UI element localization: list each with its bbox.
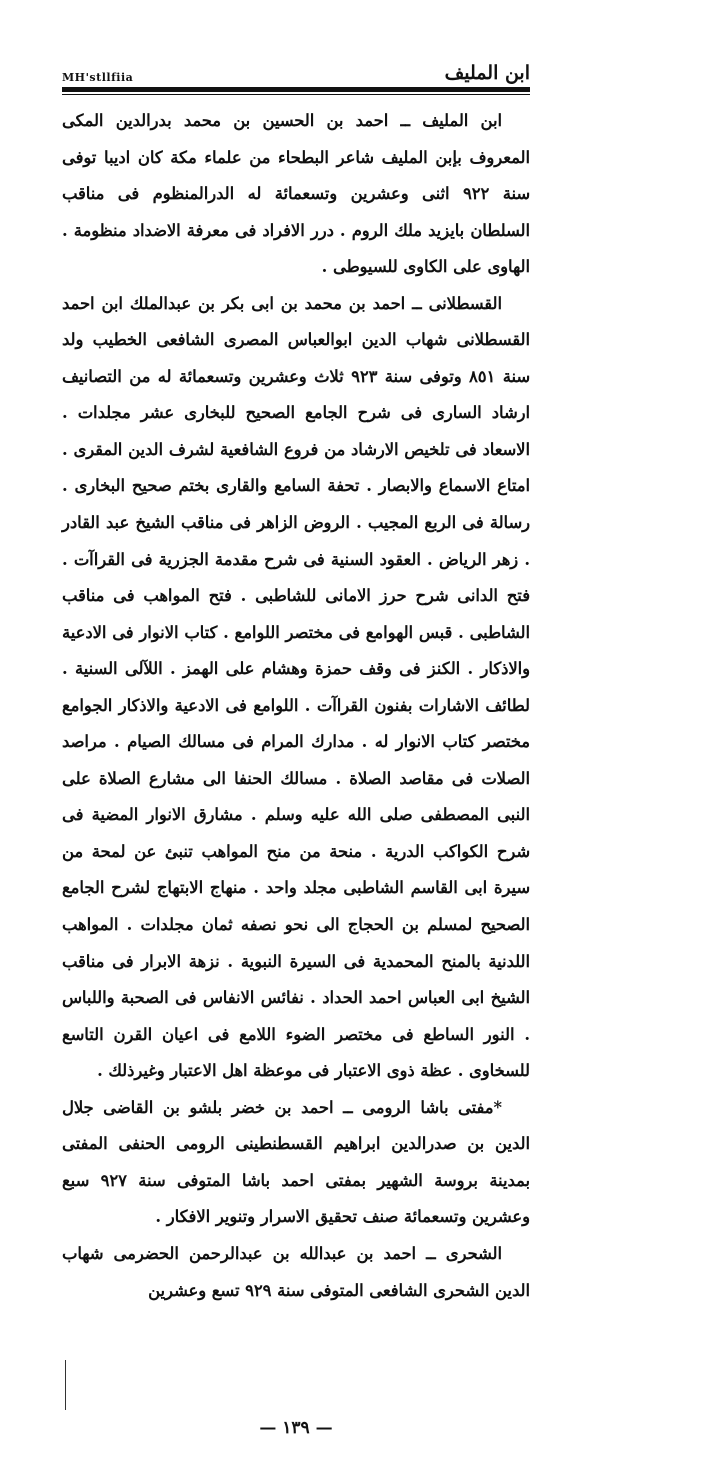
header-left-mark: MH'stllfiia — [62, 71, 134, 84]
header-rule-thick — [62, 87, 530, 92]
entry-al-shihri: الشحرى ــ احمد بن عبدالله بن عبدالرحمن الحضرمى شهاب الدين الشحرى الشافعى المتوفى سنة ٩٢٩ تسع وعشرين — [62, 1243, 530, 1300]
body-text — [62, 103, 530, 1309]
page-number: — ١٣٩ — — [259, 1418, 333, 1438]
running-header — [62, 62, 530, 84]
header-rule-thin — [62, 94, 530, 95]
entry-al-qastallani: القسطلانى ــ احمد بن محمد بن ابى بكر بن عبدالملك ابن احمد القسطلانى شهاب الدين ابوالعباس المصرى الشافعى الخطيب ولد سنة ٨٥١ وتوفى سنة ٩٢٣ ثلاث وعشرين وتسعمائة له من التصانيف ارشاد السارى فى شرح الجامع الصحيح للبخارى عشر مجلدات . الاسعاد فى تلخيص الارشاد من فروع الشافعية لشرف الدين المقرى . امتاع الاسماع والابصار . تحفة السامع والقارى بختم صحيح البخارى . رسالة فى الربع المجيب . الروض الزاهر فى مناقب الشيخ عبد القادر . زهر الرياض . العقود السنية فى شرح مقدمة الجزرية فى القراآت . فتح الدانى شرح حرز الامانى للشاطبى . فتح المواهب فى مناقب الشاطبى . قبس الهوامع فى مختصر اللوامع . كتاب الانوار فى الادعية والاذكار . الكنز فى وقف حمزة وهشام على الهمز . اللآلى السنية . لطائف الاشارات بفنون القراآت . اللوامع فى الادعية والاذكار الجوامع مختصر كتاب الانوار له . مدارك المرام فى مسالك الصيام . مراصد الصلات فى مقاصد الصلاة . مسالك الحنفا الى مشارع الصلاة على النبى المصطفى صلى الله عليه وسلم . مشارق الانوار المضية فى شرح الكواكب الدرية . منحة من منح المواهب تنبئ عن لمحة من سيرة ابى القاسم الشاطبى مجلد واحد . منهاج الابتهاج لشرح الجامع الصحيح لمسلم بن الحجاج الى نحو نصفه ثمان مجلدات . المواهب اللدنية بالمنح المحمدية فى السيرة النبوية . نزهة الابرار فى مناقب الشيخ ابى العباس احمد الحداد . نفائس الانفاس فى الصحبة واللباس . النور الساطع فى مختصر الضوء اللامع فى اعيان القرن التاسع للسخاوى . عظة ذوى الاعتبار فى موعظة اهل الاعتبار وغيرذلك . — [62, 293, 531, 1081]
header-title: ابن المليف — [444, 62, 530, 84]
margin-line — [65, 1360, 66, 1410]
entry-ibn-al-mulayf: ابن المليف ــ احمد بن الحسين بن محمد بدرالدين المكى المعروف بإبن المليف شاعر البطحاء من علماء مكة كان اديبا توفى سنة ٩٢٢ اثنى وعشرين وتسعمائة له الدرالمنظوم فى مناقب السلطان بايزيد ملك الروم . درر الافراد فى معرفة الاضداد منظومة . الهاوى على الكاوى للسيوطى . — [62, 111, 531, 277]
entry-mufti-pasha: *مفتى باشا الرومى ــ احمد بن خضر بلشو بن القاضى جلال الدين بن صدرالدين ابراهيم القسطنطينى الرومى الحنفى المفتى بمدينة بروسة الشهير بمفتى احمد باشا المتوفى سنة ٩٢٧ سبع وعشرين وتسعمائة صنف تحقيق الاسرار وتنوير الافكار . — [62, 1097, 530, 1227]
page — [62, 62, 530, 1309]
